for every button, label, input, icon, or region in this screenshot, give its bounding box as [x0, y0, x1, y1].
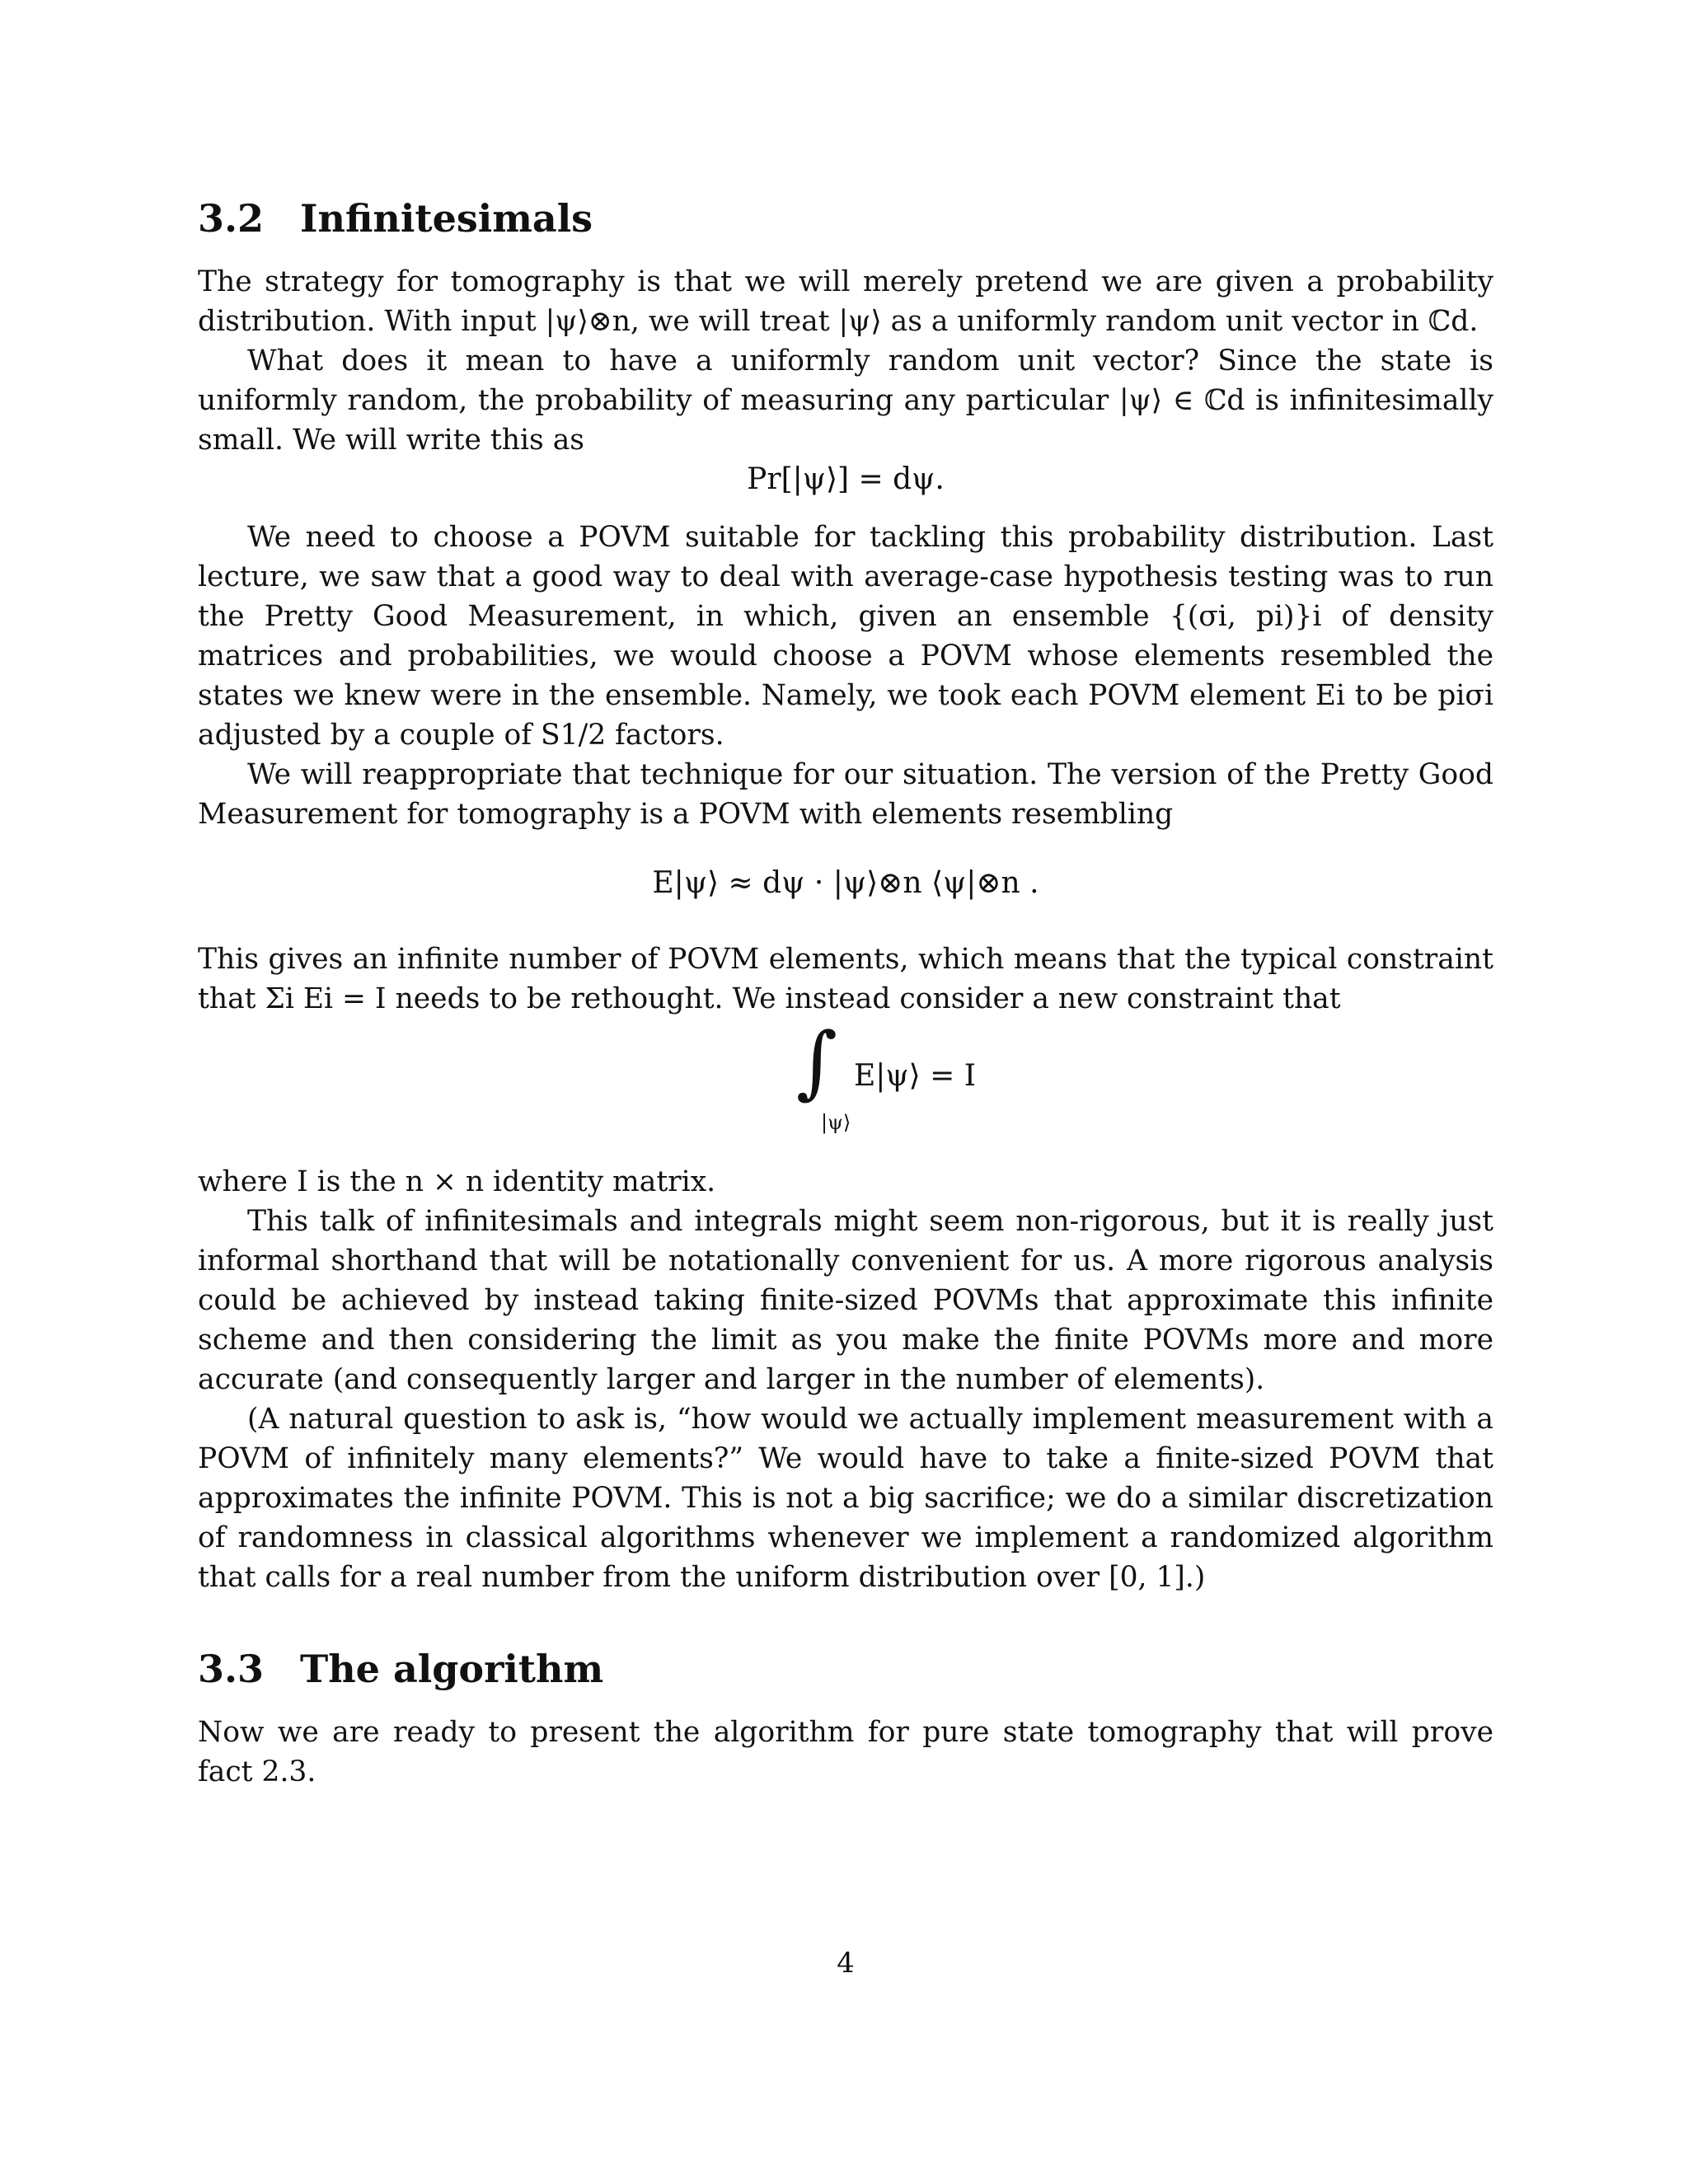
- section-title: Infinitesimals: [300, 196, 593, 241]
- section-number: 3.2: [198, 196, 265, 241]
- paragraph-natural-question: (A natural question to ask is, “how would we actually implement measurement with a POVM of infinitely many elements?” We would have to take a finite-sized POVM that approximates the infinite POVM. This is not a big sacrifice; we do a similar discretization of randomness in classical algorithms whenever we implement a randomized algorithm that calls for a real number from the uniform distribution over [0, 1].): [198, 1403, 1493, 1594]
- paragraph-povm-choice: We need to choose a POVM suitable for tackling this probability distribution. Last lecture, we saw that a good way to deal with average-case hypothesis testing was to run the Pretty Good Measurement, in which, given an ensemble {(σi, pi)}i of density matrices and probabilities, we would choose a POVM whose elements resembled the states we knew were in the ensemble. Namely, we took each POVM element Ei to be piσi adjusted by a couple of S1/2 factors.: [198, 521, 1493, 752]
- equation-integral-constraint: [198, 1015, 1493, 1134]
- section-title: The algorithm: [300, 1647, 604, 1691]
- paragraph-rigor: This talk of infinitesimals and integrals might seem non-rigorous, but it is really just informal shorthand that will be notationally convenient for us. A more rigorous analysis could be achieved by instead taking finite-sized POVMs that approximate this infinite scheme and then considering the limit as you make the finite POVMs more and more accurate (and consequently larger and larger in the number of elements).: [198, 1205, 1493, 1396]
- paragraph-identity: where I is the n × n identity matrix.: [198, 1165, 716, 1198]
- integral-body: E|ψ⟩ = I: [854, 1059, 976, 1093]
- section-heading-3-2: [198, 196, 593, 241]
- document-page: [198, 0, 1493, 2184]
- section-number: 3.3: [198, 1647, 265, 1691]
- paragraph-reappropriate: We will reappropriate that technique for our situation. The version of the Pretty Good Measurement for tomography is a POVM with elements resembling: [198, 758, 1493, 831]
- integral-lower-limit: |ψ⟩: [821, 1111, 851, 1134]
- page-number: 4: [837, 1947, 855, 1980]
- paragraph-algorithm-intro: Now we are ready to present the algorithm for pure state tomography that will prove fact 2.3.: [198, 1716, 1493, 1788]
- paragraph-strategy: The strategy for tomography is that we will merely pretend we are given a probability distribution. With input |ψ⟩⊗n, we will treat |ψ⟩ as a uniformly random unit vector in ℂd.: [198, 265, 1493, 338]
- equation-probability: Pr[|ψ⟩] = dψ.: [747, 462, 945, 496]
- integral-sign: ∫: [796, 1015, 838, 1108]
- section-heading-3-3: [198, 1647, 604, 1691]
- paragraph-uniform-vector: What does it mean to have a uniformly random unit vector? Since the state is uniformly random, the probability of measuring any particular |ψ⟩ ∈ ℂd is infinitesimally small. We will write this as: [198, 344, 1493, 457]
- equation-povm-element: E|ψ⟩ ≈ dψ · |ψ⟩⊗n ⟨ψ|⊗n .: [652, 866, 1039, 900]
- paragraph-infinite-elements: This gives an infinite number of POVM elements, which means that the typical constraint that Σi Ei = I needs to be rethought. We instead consider a new constraint that: [198, 943, 1493, 1015]
- integral-expression: [697, 1015, 994, 1134]
